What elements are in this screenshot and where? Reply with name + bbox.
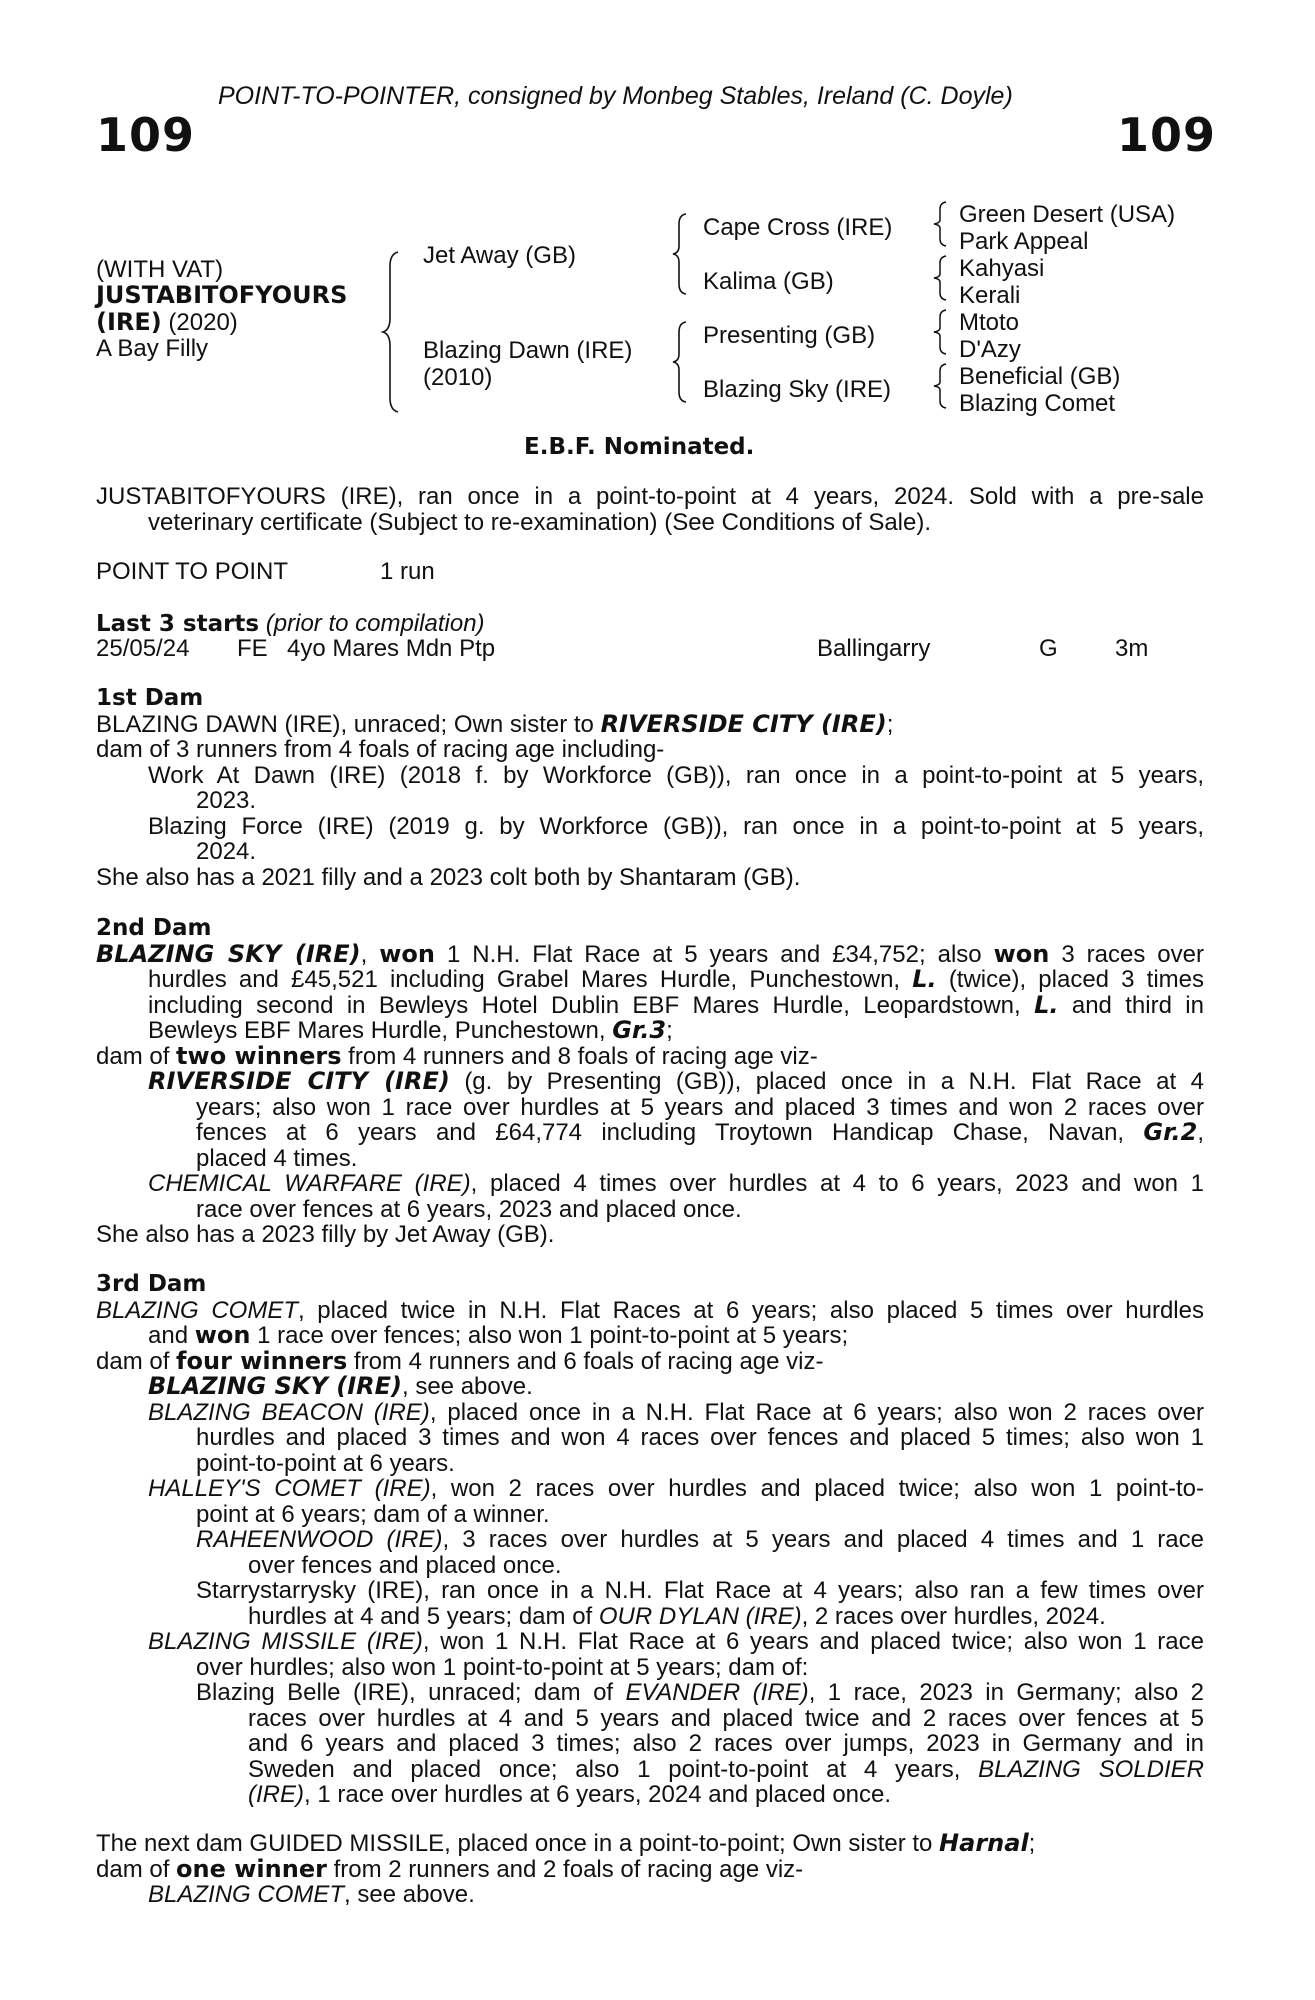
intro-line-1: JUSTABITOFYOURS (IRE), ran once in a point-to-point at 4 years, 2024. Sold with a pre-sale	[96, 483, 1204, 510]
last-starts-heading	[96, 610, 485, 638]
beacon-line-1: BLAZING BEACON (IRE), placed once in a N.H. Flat Race at 6 years; also won 2 races over	[148, 1398, 1205, 1426]
brace-gen3-3	[932, 310, 950, 354]
lot-number-right: 109	[1117, 108, 1217, 162]
gen3-3: Kahyasi	[959, 255, 1045, 282]
first-dam-line-2: dam of 3 runners from 4 foals of racing age including-	[96, 736, 665, 763]
first-dam-line-3: She also has a 2021 filly and a 2023 colt both by Shantaram (GB).	[96, 863, 801, 891]
intro-line-2: veterinary certificate (Subject to re-examination) (See Conditions of Sale).	[148, 508, 932, 536]
intro-paragraph	[96, 484, 1204, 535]
missile-line-2: over hurdles; also won 1 point-to-point at 5 years; dam of:	[196, 1653, 809, 1681]
sire-sire: Cape Cross (IRE)	[703, 214, 893, 241]
horse-name: JUSTABITOFYOURS	[96, 281, 348, 309]
brace-gen3-2	[932, 256, 950, 300]
belle-line-1: Blazing Belle (IRE), unraced; dam of EVANDER (IRE), 1 race, 2023 in Germany; also 2	[196, 1679, 1204, 1706]
chemical-line-1: CHEMICAL WARFARE (IRE), placed 4 times over hurdles at 4 to 6 years, 2023 and won 1	[148, 1170, 1204, 1197]
ptp-label: POINT TO POINT	[96, 558, 289, 585]
gen3-7: Beneficial (GB)	[959, 363, 1121, 390]
second-dam-line-1: BLAZING SKY (IRE), won 1 N.H. Flat Race at 5 years and £34,752; also won 3 races over	[96, 939, 1204, 968]
produce-2-line-2: 2024.	[196, 838, 257, 865]
gen3-6: D'Azy	[959, 336, 1021, 363]
third-dam-line-3: dam of four winners from 4 runners and 6 foals of racing age viz-	[96, 1346, 824, 1375]
first-dam-line-1: BLAZING DAWN (IRE), unraced; Own sister to RIVERSIDE CITY (IRE);	[96, 709, 894, 738]
last-starts-title: Last 3 starts	[96, 611, 260, 637]
horse-origin-year	[96, 308, 238, 337]
gen3-4: Kerali	[959, 282, 1021, 309]
second-dam-heading: 2nd Dam	[96, 915, 212, 941]
next-dam-line-2: dam of one winner from 2 runners and 2 foals of racing age viz-	[96, 1854, 804, 1883]
third-dam-section	[96, 1272, 1204, 1808]
produce-2-line-1: Blazing Force (IRE) (2019 g. by Workforce (GB)), ran once in a point-to-point at 5 years,	[148, 812, 1204, 840]
next-dam-line-1: The next dam GUIDED MISSILE, placed once in a point-to-point; Own sister to Harnal;	[96, 1829, 1036, 1857]
dam-year: (2010)	[423, 364, 493, 391]
horse-year: (2020)	[168, 309, 238, 336]
brace-dam-line	[670, 322, 690, 402]
vat-note: (WITH VAT)	[96, 256, 224, 283]
riverside-line-2: years; also won 1 race over hurdles at 5 years and placed 3 times and won 2 races over	[196, 1093, 1204, 1121]
dam: Blazing Dawn (IRE)	[423, 337, 633, 364]
riverside-line-1: RIVERSIDE CITY (IRE) (g. by Presenting (GB)), placed once in a N.H. Flat Race at 4	[148, 1067, 1204, 1095]
third-dam-line-1: BLAZING COMET, placed twice in N.H. Flat Races at 6 years; also placed 5 times over hurdles	[96, 1296, 1204, 1324]
brace-gen3-1	[932, 202, 950, 246]
starry-line-1: Starrystarrysky (IRE), ran once in a N.H. Flat Race at 4 years; also ran a few times over	[196, 1577, 1204, 1604]
raheenwood-line-1: RAHEENWOOD (IRE), 3 races over hurdles at 5 years and placed 4 times and 1 race	[196, 1526, 1204, 1553]
gen3-2: Park Appeal	[959, 228, 1089, 255]
dam-dam: Blazing Sky (IRE)	[703, 376, 892, 403]
start-distance: 3m	[1115, 635, 1149, 662]
lot-number-left: 109	[96, 108, 196, 162]
first-dam-section	[96, 686, 1204, 890]
chemical-line-2: race over fences at 6 years, 2023 and placed once.	[196, 1195, 742, 1223]
third-dam-line-2: and won 1 race over fences; also won 1 point-to-point at 5 years;	[148, 1321, 849, 1349]
ebf-nominated: E.B.F. Nominated.	[524, 434, 755, 460]
start-going: G	[1039, 635, 1058, 662]
blazing-sky-ref: BLAZING SKY (IRE), see above.	[148, 1372, 533, 1400]
belle-line-4: Sweden and placed once; also 1 point-to-point at 4 years, BLAZING SOLDIER	[248, 1755, 1204, 1783]
sire: Jet Away (GB)	[423, 242, 576, 269]
belle-line-2: races over hurdles at 4 and 5 years and placed twice and 2 races over fences at 5	[248, 1704, 1204, 1732]
dam-sire: Presenting (GB)	[703, 322, 876, 349]
second-dam-line-4: Bewleys EBF Mares Hurdle, Punchestown, Gr.3;	[148, 1016, 673, 1044]
belle-line-3: and 6 years and placed 3 times; also 2 races over jumps, 2023 in Germany and in	[248, 1730, 1204, 1757]
second-dam-line-6: She also has a 2023 filly by Jet Away (GB).	[96, 1221, 555, 1248]
starry-line-2: hurdles at 4 and 5 years; dam of OUR DYLAN (IRE), 2 races over hurdles, 2024.	[248, 1602, 1106, 1630]
gen3-5: Mtoto	[959, 309, 1020, 336]
last-starts-note: (prior to compilation)	[265, 610, 485, 637]
first-dam-heading: 1st Dam	[96, 685, 204, 711]
horse-origin: (IRE)	[96, 308, 162, 336]
produce-1-line-2: 2023.	[196, 787, 257, 814]
brace-gen3-4	[932, 364, 950, 408]
next-dam-line-3: BLAZING COMET, see above.	[148, 1881, 475, 1908]
produce-1-line-1: Work At Dawn (IRE) (2018 f. by Workforce (GB)), ran once in a point-to-point at 5 years,	[148, 761, 1204, 789]
second-dam-line-3: including second in Bewleys Hotel Dublin EBF Mares Hurdle, Leopardstown, L. and third in	[148, 990, 1204, 1019]
beacon-line-3: point-to-point at 6 years.	[196, 1449, 455, 1477]
horse-description: A Bay Filly	[96, 335, 209, 362]
halley-line-1: HALLEY'S COMET (IRE), won 2 races over hurdles and placed twice; also won 1 point-to-	[148, 1475, 1204, 1502]
brace-sire-line	[670, 214, 690, 294]
riverside-line-4: placed 4 times.	[196, 1144, 358, 1172]
start-date: 25/05/24	[96, 635, 190, 662]
ptp-value: 1 run	[380, 558, 435, 585]
second-dam-line-2: hurdles and £45,521 including Grabel Mares Hurdle, Punchestown, L. (twice), placed 3 times	[148, 965, 1204, 993]
brace-sire-dam	[380, 252, 404, 412]
riverside-line-3: fences at 6 years and £64,774 including Troytown Handicap Chase, Navan, Gr.2,	[196, 1118, 1204, 1146]
third-dam-heading: 3rd Dam	[96, 1271, 207, 1297]
start-race: 4yo Mares Mdn Ptp	[287, 635, 496, 662]
start-course: Ballingarry	[817, 635, 931, 662]
missile-line-1: BLAZING MISSILE (IRE), won 1 N.H. Flat Race at 6 years and placed twice; also won 1 race	[148, 1628, 1204, 1655]
second-dam-section	[96, 916, 1204, 1248]
belle-line-5: (IRE), 1 race over hurdles at 6 years, 2024 and placed once.	[248, 1781, 892, 1808]
second-dam-line-5: dam of two winners from 4 runners and 8 foals of racing age viz-	[96, 1041, 818, 1070]
halley-line-2: point at 6 years; dam of a winner.	[196, 1500, 550, 1528]
start-result: FE	[237, 635, 268, 662]
raheenwood-line-2: over fences and placed once.	[248, 1551, 562, 1579]
beacon-line-2: hurdles and placed 3 times and won 4 races over fences and placed 5 times; also won 1	[196, 1424, 1204, 1451]
sire-dam: Kalima (GB)	[703, 268, 834, 295]
next-dam-section	[96, 1831, 1204, 1908]
gen3-1: Green Desert (USA)	[959, 201, 1176, 228]
gen3-8: Blazing Comet	[959, 390, 1116, 417]
consignment-header: POINT-TO-POINTER, consigned by Monbeg Stables, Ireland (C. Doyle)	[218, 82, 1013, 110]
